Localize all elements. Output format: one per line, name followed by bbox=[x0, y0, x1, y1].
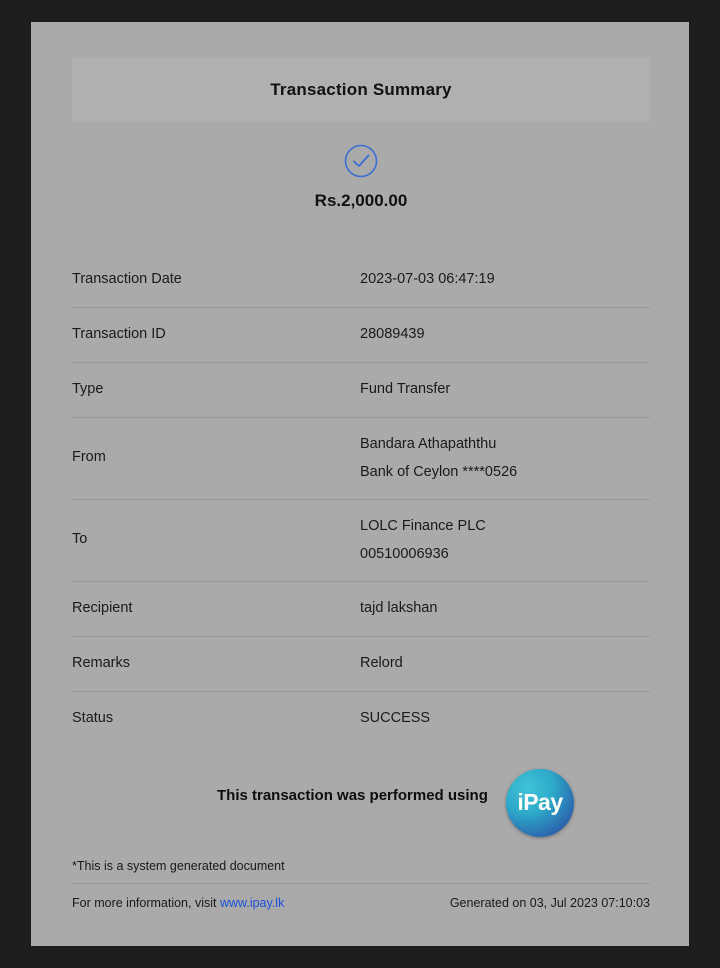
table-row bbox=[72, 418, 650, 500]
ipay-logo-text: iPay bbox=[517, 788, 563, 815]
row-label-to: To bbox=[72, 531, 88, 547]
table-row bbox=[72, 500, 650, 582]
row-label-transaction-date: Transaction Date bbox=[72, 271, 182, 287]
transaction-amount: Rs.2,000.00 bbox=[314, 191, 408, 210]
page-title: Transaction Summary bbox=[270, 80, 452, 99]
document-page bbox=[31, 22, 689, 946]
row-value-remarks: Relord bbox=[360, 655, 403, 671]
row-value-to bbox=[360, 500, 650, 580]
from-account-number: Bank of Ceylon ****0526 bbox=[360, 464, 518, 480]
table-row bbox=[72, 692, 650, 747]
document-header bbox=[72, 58, 650, 122]
row-label-status: Status bbox=[72, 710, 114, 726]
from-account-name: Bandara Athapaththu bbox=[360, 436, 497, 452]
row-label-transaction-id: Transaction ID bbox=[72, 326, 166, 342]
generated-on-text: Generated on 03, Jul 2023 07:10:03 bbox=[449, 896, 650, 910]
row-label-type: Type bbox=[72, 381, 104, 397]
details-table bbox=[72, 253, 650, 747]
success-icon-wrap bbox=[72, 143, 650, 179]
footer-info-prefix: For more information, visit bbox=[72, 896, 220, 910]
footer-info bbox=[72, 896, 284, 910]
row-value-type: Fund Transfer bbox=[360, 381, 451, 397]
row-value-recipient: tajd lakshan bbox=[360, 600, 438, 616]
performed-using-section bbox=[72, 765, 650, 835]
table-row bbox=[72, 637, 650, 692]
status-badge: SUCCESS bbox=[360, 710, 431, 726]
document-footer bbox=[72, 883, 650, 910]
system-generated-note: *This is a system generated document bbox=[72, 859, 285, 873]
row-label-recipient: Recipient bbox=[72, 600, 133, 616]
ipay-logo bbox=[506, 769, 574, 837]
table-row bbox=[72, 582, 650, 637]
performed-using-text: This transaction was performed using bbox=[217, 787, 488, 804]
row-label-remarks: Remarks bbox=[72, 655, 131, 671]
check-circle-icon bbox=[343, 143, 379, 179]
row-value-transaction-date: 2023-07-03 06:47:19 bbox=[360, 271, 495, 287]
row-value-transaction-id: 28089439 bbox=[360, 326, 425, 342]
row-label-from: From bbox=[72, 449, 106, 465]
ipay-website-link[interactable]: www.ipay.lk bbox=[219, 896, 285, 910]
row-value-from bbox=[360, 418, 650, 498]
to-account-number: 00510006936 bbox=[360, 546, 449, 562]
to-account-name: LOLC Finance PLC bbox=[360, 518, 486, 534]
table-row bbox=[72, 308, 650, 363]
document-body bbox=[72, 58, 650, 910]
table-row bbox=[72, 253, 650, 308]
table-row bbox=[72, 363, 650, 418]
